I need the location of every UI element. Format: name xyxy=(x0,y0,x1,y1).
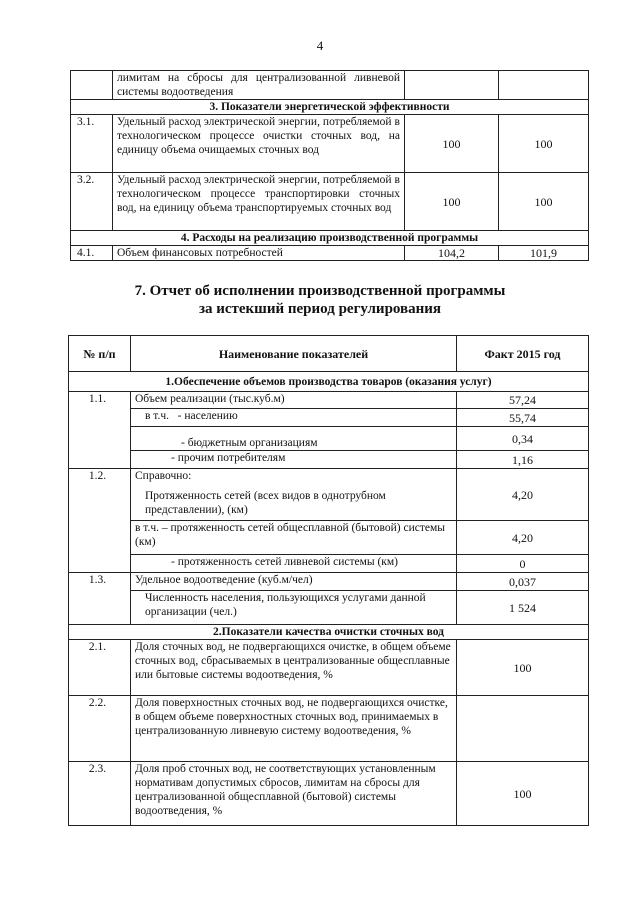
row-number: 1.3. xyxy=(69,573,131,625)
indicator-value: 1 524 xyxy=(457,591,589,625)
row-number: 1.1. xyxy=(69,392,131,469)
row-number: 1.2. xyxy=(69,469,131,573)
value-fact: 101,9 xyxy=(499,246,589,261)
report-title xyxy=(0,282,640,318)
section-title: 3. Показатели энергетической эффективности xyxy=(71,100,589,115)
row-number: 2.1. xyxy=(69,640,131,696)
indicator-name: - протяженность сетей ливневой системы (км) xyxy=(131,555,457,573)
table-row xyxy=(69,591,589,625)
network-length-label: Протяженность сетей (всех видов в однотрубном представлении), (км) xyxy=(145,490,386,516)
section-header xyxy=(71,100,589,115)
indicator-value: 100 xyxy=(457,640,589,696)
table-row xyxy=(69,521,589,555)
indicator-name: - бюджетным организациям xyxy=(131,427,457,451)
section-title: 2.Показатели качества очистки сточных вод xyxy=(69,625,589,640)
table-row xyxy=(71,173,589,231)
value-fact: 100 xyxy=(499,115,589,173)
indicator-value: 1,16 xyxy=(457,451,589,469)
table-row xyxy=(71,115,589,173)
indicator-value: 100 xyxy=(457,762,589,826)
value-fact xyxy=(499,71,589,100)
table-row xyxy=(69,469,589,521)
indicator-value: 0 xyxy=(457,555,589,573)
indicator-name: Доля поверхностных сточных вод, не подвергающихся очистке, в общем объеме поверхностных сточных вод, принимаемых в централизованную ливневую систему водоотведения, % xyxy=(131,696,457,762)
indicator-name: в т.ч. – протяженность сетей общесплавной (бытовой) системы (км) xyxy=(131,521,457,555)
indicator-value: 0,037 xyxy=(457,573,589,591)
subitem-label: - населению xyxy=(177,410,238,422)
column-header-number: № п/п xyxy=(69,336,131,372)
indicator-value: 55,74 xyxy=(457,409,589,427)
indicator-name: Доля проб сточных вод, не соответствующих установленным нормативам допустимых сбросов, лимитам на сбросы для централизованной общесплавной (бытовой) системы водоотведения, % xyxy=(131,762,457,826)
indicator-value: 4,20 xyxy=(457,521,589,555)
section-header xyxy=(69,372,589,392)
table-row xyxy=(69,555,589,573)
value-fact: 100 xyxy=(499,173,589,231)
indicator-name: Объем финансовых потребностей xyxy=(113,246,405,261)
indicator-value: 0,34 xyxy=(457,427,589,451)
indicator-value xyxy=(457,696,589,762)
row-number: 3.2. xyxy=(71,173,113,231)
table-row xyxy=(69,427,589,451)
table-row xyxy=(71,71,589,100)
value-plan: 100 xyxy=(405,115,499,173)
table-row xyxy=(69,409,589,427)
column-header-fact: Факт 2015 год xyxy=(457,336,589,372)
value-plan: 100 xyxy=(405,173,499,231)
indicator-name: Удельный расход электрической энергии, потребляемой в технологическом процессе очистки сточных вод, на единицу объема очищаемых сточных вод xyxy=(113,115,405,173)
row-number: 3.1. xyxy=(71,115,113,173)
indicator-value: 4,20 xyxy=(457,469,589,521)
section-title: 4. Расходы на реализацию производственной программы xyxy=(71,231,589,246)
section-header xyxy=(69,625,589,640)
reference-label: Справочно: xyxy=(135,470,192,482)
indicator-name: Удельное водоотведение (куб.м/чел) xyxy=(131,573,457,591)
column-header-name: Наименование показателей xyxy=(131,336,457,372)
report-title-line: за истекший период регулирования xyxy=(198,301,442,317)
row-number: 2.2. xyxy=(69,696,131,762)
indicator-name: - прочим потребителям xyxy=(131,451,457,469)
section-header xyxy=(71,231,589,246)
indicator-name xyxy=(131,469,457,521)
table-row xyxy=(71,246,589,261)
efficiency-table xyxy=(70,70,589,261)
value-plan: 104,2 xyxy=(405,246,499,261)
subitem-prefix: в т.ч. xyxy=(145,410,169,422)
table-row xyxy=(69,696,589,762)
indicator-name: Численность населения, пользующихся услугами данной организации (чел.) xyxy=(131,591,457,625)
row-number: 4.1. xyxy=(71,246,113,261)
table-row xyxy=(69,762,589,826)
value-plan xyxy=(405,71,499,100)
indicator-name: Удельный расход электрической энергии, потребляемой в технологическом процессе транспортировки сточных вод, на единицу объема транспортируемых сточных вод xyxy=(113,173,405,231)
indicator-value: 57,24 xyxy=(457,392,589,409)
table-row xyxy=(69,573,589,591)
report-title-line: 7. Отчет об исполнении производственной программы xyxy=(134,283,506,299)
report-table xyxy=(68,335,589,826)
indicator-name xyxy=(131,409,457,427)
page-number: 4 xyxy=(316,38,324,53)
row-number xyxy=(71,71,113,100)
table-row xyxy=(69,392,589,409)
row-number: 2.3. xyxy=(69,762,131,826)
table-row xyxy=(69,640,589,696)
indicator-name: Доля сточных вод, не подвергающихся очистке, в общем объеме сточных вод, сбрасываемых в централизованные общесплавные или бытовые системы водоотведения, % xyxy=(131,640,457,696)
table-row xyxy=(69,451,589,469)
section-title: 1.Обеспечение объемов производства товаров (оказания услуг) xyxy=(69,372,589,392)
indicator-name: Объем реализации (тыс.куб.м) xyxy=(131,392,457,409)
table-header-row xyxy=(69,336,589,372)
indicator-name: лимитам на сбросы для централизованной ливневой системы водоотведения xyxy=(113,71,405,100)
